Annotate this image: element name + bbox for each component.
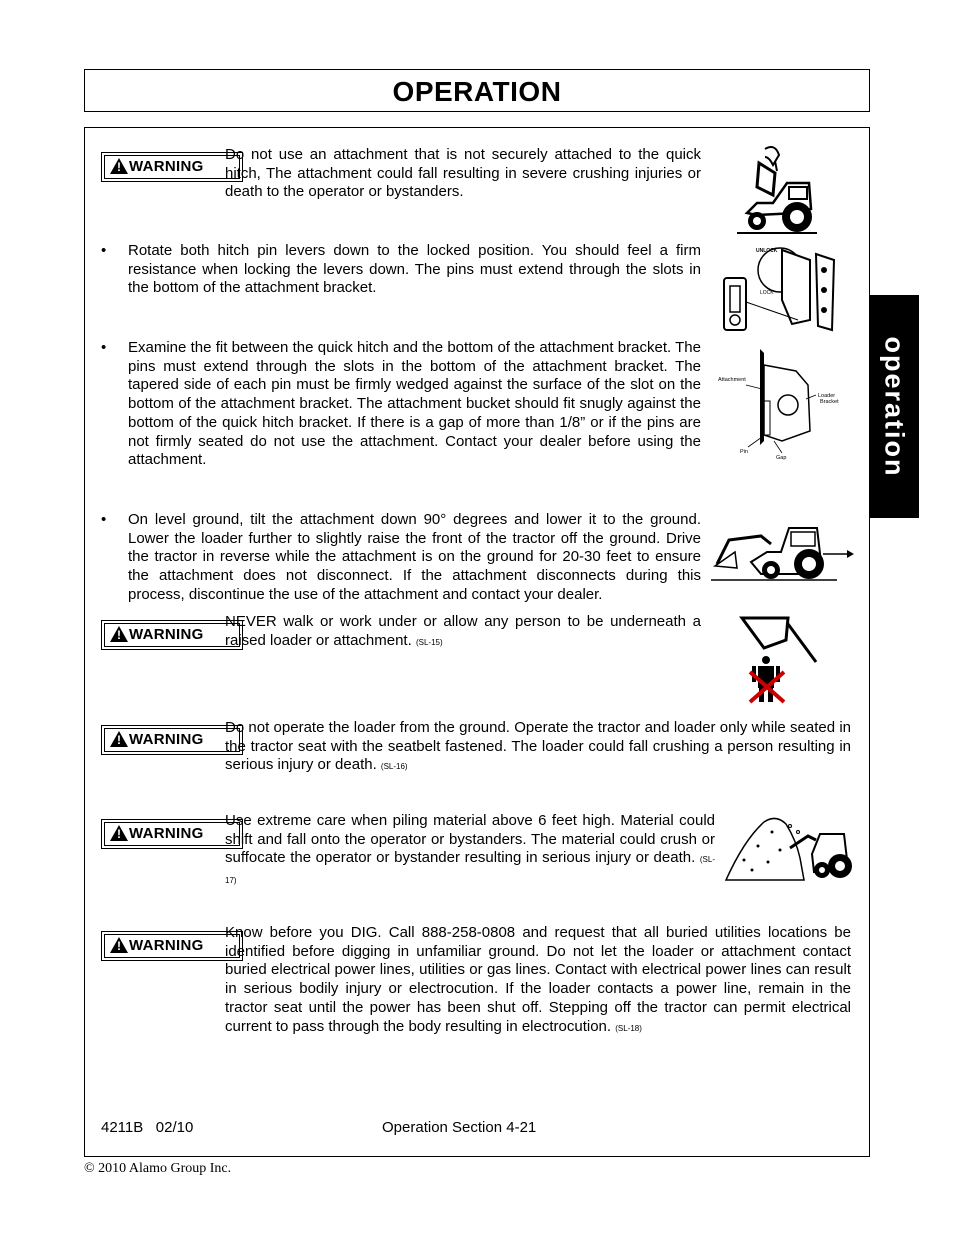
warning-label: ! WARNING	[101, 620, 243, 650]
gap-label: Gap	[776, 455, 787, 461]
copyright: © 2010 Alamo Group Inc.	[84, 1161, 232, 1176]
bracket-label: Bracket	[820, 399, 839, 405]
warning-label: ! WARNING	[101, 152, 243, 182]
no-person-under-loader-illustration	[740, 614, 820, 706]
safety-code: (SL-18)	[615, 1023, 642, 1033]
bullet-marker: •	[101, 339, 107, 356]
instruction-hitch-levers: Rotate both hitch pin levers down to the locked position. You should feel a firm resistance when locking the levers down. The pins must extend through the slots in the bottom of the attachment bracket.	[128, 242, 701, 297]
pin-label: Pin	[740, 449, 748, 455]
page-header	[84, 69, 870, 112]
safety-code: (SL-17)	[225, 855, 716, 886]
warning-label: ! WARNING	[101, 725, 243, 755]
warning-label: ! WARNING	[101, 931, 243, 961]
bullet-marker: •	[101, 242, 107, 259]
instruction-level-ground-test: On level ground, tilt the attachment down 90° degrees and lower it to the ground. Lower the loader further to slightly raise the front of the tractor off the ground. Drive the tractor in reverse while the attachment is on the ground for 20-30 feet to ensure the attachment does not disconnect. If the attachment disconnects during this process, discontinue the use of the attachment and contact your dealer.	[128, 511, 701, 603]
warning-text-operate-seated: Do not operate the loader from the ground. Operate the tractor and loader only while seated in the tractor seat with the seatbelt fastened. The loader could fall crushing a person resulting in serious injury or death. (SL-16)	[225, 719, 851, 774]
section-side-tab	[869, 295, 919, 518]
warning-text-raised-loader: NEVER walk or work under or allow any person to be underneath a raised loader or attachment. (SL-15)	[225, 613, 701, 649]
warning-text-piling-material: Use extreme care when piling material above 6 feet high. Material could shift and fall onto the operator or bystanders. The material could crush or suffocate the operator or bystander resulting in serious injury or death. (SL-17)	[225, 812, 716, 886]
lock-label: LOCK	[760, 290, 774, 296]
material-pile-illustration	[724, 810, 854, 886]
unlock-label: UNLOCK	[756, 248, 778, 254]
bullet-marker: •	[101, 511, 107, 528]
warning-label: ! WARNING	[101, 819, 243, 849]
warning-text-attachment: Do not use an attachment that is not securely attached to the quick hitch, The attachment could fall resulting in severe crushing injuries or death to the operator or bystanders.	[225, 146, 701, 201]
document-id: 4211B 02/10	[101, 1119, 194, 1136]
bracket-fit-illustration	[716, 345, 846, 461]
warning-text-know-before-dig: Know before you DIG. Call 888-258-0808 and request that all buried utilities locations be identified before digging in unfamiliar ground. Do not let the loader or attachment contact buried electrical power lines, utilities or gas lines. Contact with electrical power lines can result in serious bodily injury or electrocution. If the loader contacts a power line, remain in the tractor seat until the power has been shut off. Stepping off the tractor can permit electrical current to pass through the body resulting in electrocution. (SL-18)	[225, 924, 851, 1035]
loader-label: Loader	[818, 393, 836, 399]
page-title: OPERATION	[392, 76, 562, 107]
attachment-label: Attachment	[718, 377, 746, 383]
safety-code: (SL-15)	[415, 637, 443, 647]
safety-code: (SL-16)	[380, 762, 408, 772]
instruction-examine-fit: Examine the fit between the quick hitch and the bottom of the attachment bracket. The pins must extend through the slots in the bottom of the attachment bracket. The tapered side of each pin must be firmly wedged against the surface of the slot on the bottom of the attachment bracket. The attachment bucket should fit snugly against the bottom of the quick hitch bracket. If there is a gap of more than 1/8” or if the pins are not firmly seated do not use the attachment. Contact your dealer before using the attachment.	[128, 339, 701, 469]
tractor-reverse-illustration	[711, 522, 855, 584]
side-tab-label: operation	[879, 335, 910, 478]
lever-lock-illustration	[722, 240, 842, 332]
tractor-tip-illustration	[737, 143, 817, 235]
section-page-number: Operation Section 4-21	[382, 1119, 537, 1136]
